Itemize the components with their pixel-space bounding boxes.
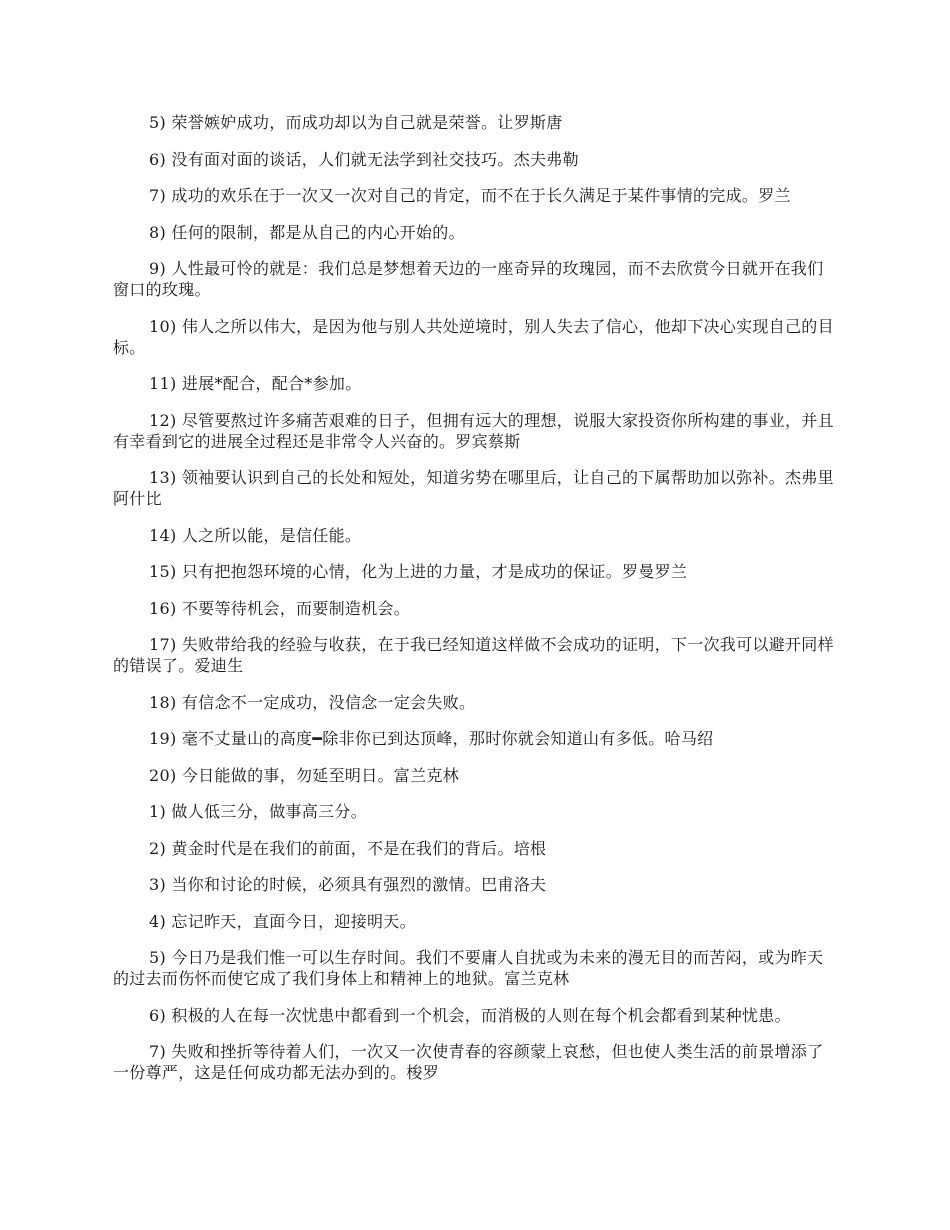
quote-paragraph: 14) 人之所以能，是信任能。 — [149, 525, 362, 545]
quote-paragraph: 2) 黄金时代是在我们的前面，不是在我们的背后。培根 — [149, 838, 547, 858]
quote-paragraph: 7) 成功的欢乐在于一次又一次对自己的肯定，而不在于长久满足于某件事情的完成。罗兰 — [149, 186, 791, 205]
quote-paragraph: 3) 当你和讨论的时候，必须具有强烈的激情。巴甫洛夫 — [149, 875, 547, 894]
quote-paragraph: 19) 毫不丈量山的高度━除非你已到达顶峰，那时你就会知道山有多低。哈马绍 — [149, 729, 714, 748]
quote-paragraph: 4) 忘记昨天，直面今日，迎接明天。 — [149, 911, 416, 931]
quote-paragraph: 5) 荣誉嫉妒成功，而成功却以为自己就是荣誉。让罗斯唐 — [149, 113, 563, 132]
quote-paragraph: 13) 领袖要认识到自己的长处和短处，知道劣势在哪里后，让自己的下属帮助加以弥补。杰弗里阿什比 — [113, 468, 834, 508]
document-page — [113, 112, 837, 1099]
quote-paragraph: 6) 没有面对面的谈话，人们就无法学到社交技巧。杰夫弗勒 — [149, 149, 579, 169]
quote-paragraph: 16) 不要等待机会，而要制造机会。 — [149, 598, 411, 618]
quote-paragraph: 7) 失败和挫折等待着人们，一次又一次使青春的容颜蒙上哀愁，但也使人类生活的前景增添了一份尊严，这是任何成功都无法办到的。梭罗 — [113, 1042, 824, 1082]
quote-paragraph: 20) 今日能做的事，勿延至明日。富兰克林 — [149, 765, 459, 785]
quote-paragraph: 10) 伟人之所以伟大，是因为他与别人共处逆境时，别人失去了信心，他却下决心实现自己的目标。 — [113, 316, 834, 357]
quote-paragraph: 17) 失败带给我的经验与收获，在于我已经知道这样做不会成功的证明，下一次我可以避开同样的错误了。爱迪生 — [113, 635, 834, 675]
quote-paragraph: 5) 今日乃是我们惟一可以生存时间。我们不要庸人自扰或为未来的漫无目的而苦闷，或为昨天的过去而伤怀而使它成了我们身体上和精神上的地狱。富兰克林 — [113, 948, 824, 988]
quote-paragraph: 18) 有信念不一定成功，没信念一定会失败。 — [149, 692, 476, 712]
quote-paragraph: 15) 只有把抱怨环境的心情，化为上进的力量，才是成功的保证。罗曼罗兰 — [149, 562, 688, 581]
quote-paragraph: 11) 进展*配合，配合*参加。 — [149, 374, 362, 393]
quote-paragraph: 1) 做人低三分，做事高三分。 — [149, 802, 368, 821]
quote-paragraph: 6) 积极的人在每一次忧患中都看到一个机会，而消极的人则在每个机会都看到某种忧患。 — [149, 1005, 791, 1025]
quote-paragraph: 9) 人性最可怜的就是：我们总是梦想着天边的一座奇异的玫瑰园，而不去欣赏今日就开在我们窗口的玫瑰。 — [113, 259, 824, 299]
quote-paragraph: 8) 任何的限制，都是从自己的内心开始的。 — [149, 222, 465, 242]
quote-paragraph: 12) 尽管要熬过许多痛苦艰难的日子，但拥有远大的理想，说服大家投资你所构建的事业，并且有幸看到它的进展全过程还是非常令人兴奋的。罗宾蔡斯 — [113, 410, 834, 451]
